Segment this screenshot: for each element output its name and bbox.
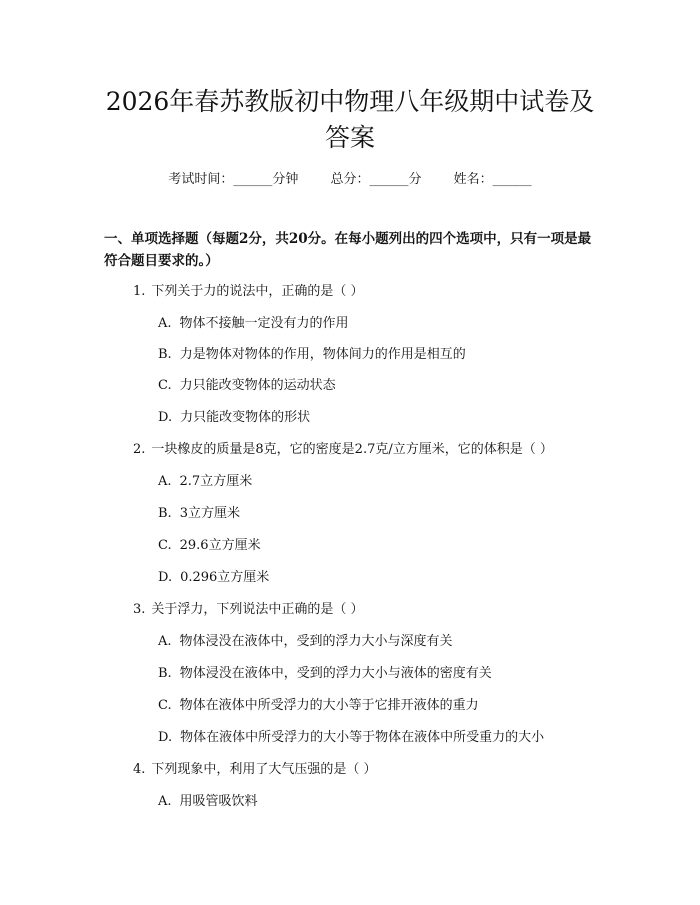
option-text: 物体浸没在液体中，受到的浮力大小与深度有关 xyxy=(179,634,453,649)
option-1c xyxy=(158,376,336,396)
question-2 xyxy=(133,440,553,460)
section-heading: 一、单项选择题（每题2分，共20分。在每小题列出的四个选项中，只有一项是最符合题目要求的。） xyxy=(104,231,592,269)
question-text: 一块橡皮的质量是8克，它的密度是2.7克/立方厘米，它的体积是（ ） xyxy=(151,442,553,457)
option-letter: B. xyxy=(158,347,172,362)
option-text: 力是物体对物体的作用，物体间力的作用是相互的 xyxy=(179,347,466,362)
option-2b xyxy=(158,504,240,524)
option-text: 3立方厘米 xyxy=(179,506,240,521)
question-text: 关于浮力，下列说法中正确的是（ ） xyxy=(151,602,364,617)
question-1 xyxy=(133,282,364,302)
question-4 xyxy=(133,760,377,780)
page-title xyxy=(60,84,640,156)
option-text: 用吸管吸饮料 xyxy=(179,794,258,809)
option-1a xyxy=(158,314,349,334)
title-line-1: 2026年春苏教版初中物理八年级期中试卷及 xyxy=(105,87,595,116)
option-text: 29.6立方厘米 xyxy=(179,538,261,553)
exam-time: 考试时间：______分钟 xyxy=(168,172,299,187)
title-line-2: 答案 xyxy=(324,123,375,152)
question-number: 4. xyxy=(133,762,146,777)
option-1b xyxy=(158,345,466,365)
option-3d xyxy=(158,728,544,748)
option-4a xyxy=(158,792,258,812)
question-number: 1. xyxy=(133,284,146,299)
option-letter: D. xyxy=(158,730,173,745)
option-letter: A. xyxy=(158,794,172,809)
question-number: 2. xyxy=(133,442,146,457)
option-text: 物体在液体中所受浮力的大小等于物体在液体中所受重力的大小 xyxy=(180,730,545,745)
option-1d xyxy=(158,408,310,428)
exam-meta xyxy=(0,168,700,187)
option-3b xyxy=(158,664,492,684)
option-letter: A. xyxy=(158,316,172,331)
option-letter: C. xyxy=(158,698,172,713)
option-text: 力只能改变物体的形状 xyxy=(180,410,311,425)
option-text: 物体浸没在液体中，受到的浮力大小与液体的密度有关 xyxy=(179,666,492,681)
exam-total-score: 总分：______分 xyxy=(330,172,422,187)
student-name: 姓名：______ xyxy=(453,172,532,187)
option-2d xyxy=(158,568,269,588)
question-text: 下列现象中，利用了大气压强的是（ ） xyxy=(151,762,377,777)
option-letter: D. xyxy=(158,570,173,585)
option-text: 0.296立方厘米 xyxy=(180,570,270,585)
option-letter: C. xyxy=(158,538,172,553)
question-number: 3. xyxy=(133,602,146,617)
option-3c xyxy=(158,696,479,716)
option-letter: B. xyxy=(158,666,172,681)
option-3a xyxy=(158,632,453,652)
option-letter: B. xyxy=(158,506,172,521)
option-letter: A. xyxy=(158,634,172,649)
question-3 xyxy=(133,600,364,620)
option-text: 物体在液体中所受浮力的大小等于它排开液体的重力 xyxy=(179,698,479,713)
option-text: 物体不接触一定没有力的作用 xyxy=(179,316,349,331)
option-letter: D. xyxy=(158,410,173,425)
option-text: 2.7立方厘米 xyxy=(179,474,253,489)
option-text: 力只能改变物体的运动状态 xyxy=(179,378,336,393)
question-text: 下列关于力的说法中，正确的是（ ） xyxy=(151,284,364,299)
option-letter: C. xyxy=(158,378,172,393)
option-2a xyxy=(158,472,252,492)
option-letter: A. xyxy=(158,474,172,489)
option-2c xyxy=(158,536,261,556)
